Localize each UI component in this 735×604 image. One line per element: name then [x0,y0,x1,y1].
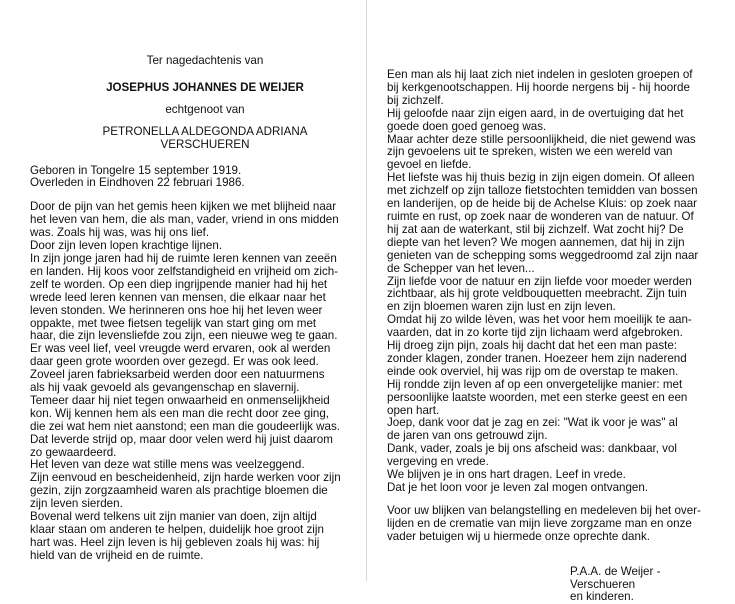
spouse-of-text: echtgenoot van [165,102,245,116]
text-line: gevoel en liefde. [387,158,472,172]
text-line: leven stonden. We herinneren ons hoe hij het leven weer [30,303,323,317]
text-line: persoonlijke laatste woorden, met een sterke geest en een [387,390,688,404]
text-line: genieten van de schepping soms weggedroomd zal zijn naar [387,248,699,262]
text-line: de Schepper van het leven... [387,261,535,275]
text-line: gezin, zijn zorgzaamheid waren als prachtige bloemen die [30,484,328,498]
right-column [387,69,720,604]
text-line: bij zichzelf. [387,93,444,107]
text-line: zo gewaardeerd. [30,445,117,459]
text-line: Door zijn leven lopen krachtige lijnen. [30,239,223,253]
text-line: zijn leven sierden. [30,497,123,511]
closing-text [387,505,720,544]
text-line: zichtbaar, als hij grote veldbouquetten meebracht. Zijn tuin [387,287,687,301]
text-line: en landen. Hij koos voor zelfstandigheid en vrijheid om zich- [30,264,339,278]
text-line: haar, die zijn levensliefde zou zijn, een nieuwe weg te gaan. [30,329,338,343]
text-line: daar geen grote woorden over gezegd. Er was ook leed. [30,355,319,369]
fold-divider [366,0,367,581]
text-line: Voor uw blijken van belangstelling en medeleven bij het over- [387,503,701,517]
text-line: hart was. Heel zijn leven is hij gebleven zoals hij was: hij [30,535,320,549]
signature-line1: P.A.A. de Weijer - Verschueren [570,564,661,591]
in-memory-text: Ter nagedachtenis van [146,54,264,67]
text-line: was. Zoals hij was, was hij ons lief. [30,226,210,240]
text-line: bij kerkgenootschappen. Hij hoorde nergens bij - hij hoorde [387,80,690,94]
text-line: In zijn jonge jaren had hij de ruimte leren kennen van zeeën [30,251,337,265]
text-line: Zijn eenvoud en bescheidenheid, zijn harde werken voor zijn [30,471,341,485]
signature-line2: en kinderen. [570,590,634,604]
text-line: vader betuigen wij u hiermede onze oprechte dank. [387,529,650,543]
text-line: vergeving en vrede. [387,455,489,469]
text-line: wrede leed leren kennen van mensen, die elkaar naar het [30,290,326,304]
birth-date: Geboren in Tongelre 15 september 1919. [30,163,242,177]
text-line: Bovenal werd telkens uit zijn manier van doen, zijn altijd [30,510,317,524]
left-body-text [30,201,362,562]
text-line: Een man als hij laat zich niet indelen in gesloten groepen of [387,68,693,81]
text-line: We blijven je in ons hart dragen. Leef in vrede. [387,468,626,482]
text-line: het leven van hem, die als man, vader, vriend in ons midden [30,213,339,227]
text-line: Dank, vader, zoals je bij ons afscheid was: dankbaar, vol [387,442,678,456]
text-line: Joep, dank voor dat je zag en zei: "Wat ik voor je was" al [387,416,678,430]
text-line: Maar achter deze stille persoonlijkheid, die niet gewend was [387,132,696,146]
text-line: diepte van het leven? We mogen aannemen, dat hij in zijn [387,235,685,249]
text-line: vaarden, dat in zo korte tijd zijn lichaam werd afgebroken. [387,326,683,340]
text-line: Zijn liefde voor de natuur en zijn liefde voor moeder werden [387,274,692,288]
text-line: Door de pijn van het gemis heen kijken we met blijheid naar [30,200,337,214]
text-line: hij zat aan de waterkant, stil bij zichzelf. Wat zocht hij? De [387,222,684,236]
text-line: kon. Wij kennen hem als een man die recht door zee ging, [30,406,330,420]
text-line: open hart. [387,403,440,417]
text-line: hield van de vrijheid en de ruimte. [30,548,204,562]
text-line: Zoveel jaren fabrieksarbeid werden door een natuurmens [30,368,325,382]
text-line: ruimte en rust, op zoek naar de wonderen van de natuur. Of [387,209,694,223]
text-line: oppakte, met twee fietsen tegelijk van start ging om met [30,316,317,330]
spouse-name-line1: PETRONELLA ALDEGONDA ADRIANA [102,124,308,138]
text-line: zijn gevoelens uit te spreken, wisten we een wereld van [387,145,673,159]
text-line: lijden en de crematie van mijn lieve zorgzame man en onze [387,516,692,530]
text-line: Dat je het loon voor je leven zal mogen ontvangen. [387,481,649,494]
text-line: einde ook overviel, hij was rijp om de overstap te maken. [387,364,679,378]
text-line: Het liefste was hij thuis bezig in zijn eigen domein. Of alleen [387,171,695,185]
text-line: de jaren van ons getrouwd zijn. [387,429,548,443]
dates-block [30,165,362,191]
text-line: Hij droeg zijn pijn, zoals hij dacht dat het een man paste: [387,339,678,353]
text-line: Het leven van deze wat stille mens was veelzeggend. [30,458,305,472]
text-line: Dat leverde strijd op, maar door velen werd hij juist daarom [30,432,333,446]
text-line: Temeer daar hij niet tegen onwaarheid en onmenselijkheid [30,393,330,407]
text-line: Hij geloofde naar zijn eigen aard, in de overtuiging dat het [387,106,684,120]
header-block [80,55,330,152]
death-date: Overleden in Eindhoven 22 februari 1986. [30,176,245,190]
text-line: zelf te worden. Op een diep ingrijpende manier had hij het [30,277,328,291]
text-line: klaar staan om anderen te helpen, duidelijk hoe groot zijn [30,523,324,536]
text-line: zonder klagen, zonder tranen. Hoezeer hem zijn naderend [387,351,687,365]
deceased-name: JOSEPHUS JOHANNES DE WEIJER [106,80,304,94]
text-line: met zichzelf op zijn talloze fietstochten temidden van bossen [387,184,698,198]
text-line: en landerijen, op de heide bij de Achelse Kluis: op zoek naar [387,197,698,211]
text-line: Hij rondde zijn leven af op een onvergetelijke manier: met [387,377,683,391]
text-line: en zijn bloemen waren zijn lust en zijn leven. [387,300,616,314]
text-line: die zei wat hem niet aanstond; een man die goudeerlijk was. [30,419,340,433]
text-line: Omdat hij zo wilde lèven, was het voor hem moeilijk te aan- [387,313,692,327]
text-line: als hij vaak gevoeld als gevangenschap en slavernij. [30,381,300,395]
spouse-name-line2: VERSCHUEREN [160,137,250,151]
signature-block [570,566,720,604]
right-body-text [387,69,720,495]
left-column [30,55,362,563]
text-line: Er was veel lief, veel vreugde werd ervaren, ook al werden [30,342,331,356]
text-line: goede doen goed genoeg was. [387,119,547,133]
